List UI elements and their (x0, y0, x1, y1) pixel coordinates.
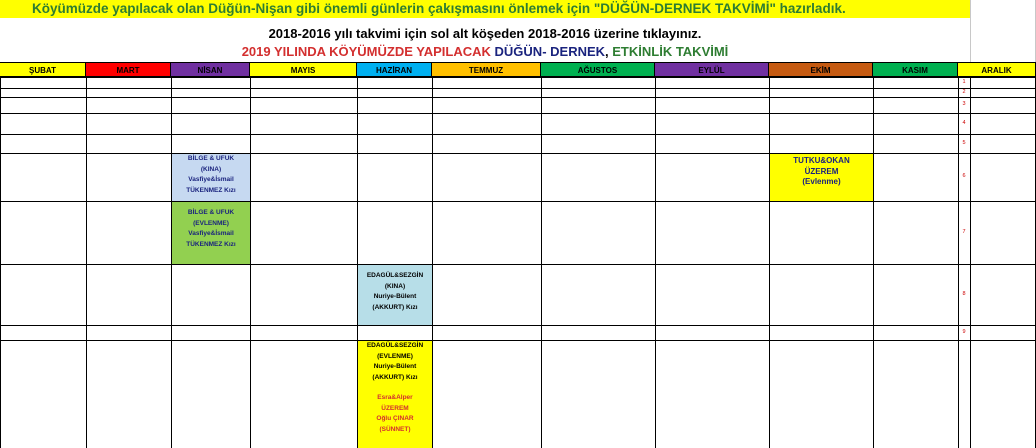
event-line: TÜKENMEZ Kızı (186, 186, 236, 194)
month-header-3[interactable]: NİSAN (171, 62, 250, 77)
event-line: EDAGÜL&SEZGİN (366, 272, 424, 279)
month-header-4[interactable]: MAYIS (250, 62, 357, 77)
row-number: 9 (962, 328, 966, 335)
row-number: 5 (962, 139, 966, 146)
month-header-11[interactable]: ARALIK (958, 62, 1036, 77)
month-header-9[interactable]: EKİM (769, 62, 873, 77)
row-number: 2 (962, 88, 966, 95)
event-nisan_kina[interactable] (172, 154, 250, 201)
subtitle-instruction: 2018-2016 yılı takvimi için sol alt köşeden 2018-2016 üzerine tıklayınız. (268, 26, 702, 41)
row-line (0, 134, 1036, 135)
column-line (970, 77, 971, 448)
title-part-4: ETKİNLİK TAKVİMİ (612, 44, 729, 59)
event-line: TÜKENMEZ Kızı (186, 240, 236, 248)
row-line (0, 153, 1036, 154)
event-line: BİLGE & UFUK (187, 155, 235, 162)
title-part-2: DÜĞÜN- DERNEK (494, 44, 606, 59)
column-line (250, 77, 251, 448)
row-number: 8 (962, 290, 966, 297)
row-line (0, 340, 1036, 341)
event-line: Esra&Alper (377, 394, 413, 401)
column-line (541, 77, 542, 448)
row-number: 4 (962, 119, 966, 126)
column-line (769, 77, 770, 448)
event-line: EDAGÜL&SEZGİN (366, 342, 424, 349)
month-header-7[interactable]: AĞUSTOS (541, 62, 655, 77)
row-line (0, 264, 1036, 265)
event-nisan_evlenme[interactable] (172, 202, 250, 264)
event-haziran_evlenme[interactable] (358, 341, 432, 448)
row-line (0, 325, 1036, 326)
row-line (0, 201, 1036, 202)
top-banner: Köyümüzde yapılacak olan Düğün-Nişan gibi önemli günlerin çakışmasını önlemek için "DÜĞÜN-DERNEK TAKVİMİ" hazırladık. (0, 0, 970, 18)
header-top-border (0, 62, 1036, 63)
event-line: (SÜNNET) (379, 425, 411, 433)
column-line (0, 77, 1, 448)
month-header-2[interactable]: MART (86, 62, 171, 77)
spacer (358, 383, 432, 393)
month-header-8[interactable]: EYLÜL (655, 62, 769, 77)
row-number: 3 (962, 101, 966, 107)
event-line: BİLGE & UFUK (187, 209, 235, 216)
event-line: Vasfiye&İsmail (188, 230, 234, 237)
event-ekim_evlenme[interactable] (770, 154, 873, 201)
row-line (0, 77, 1036, 78)
column-line (86, 77, 87, 448)
sheet-gridline (970, 0, 971, 62)
event-line: (KINA) (384, 282, 406, 290)
event-line: (EVLENME) (377, 352, 413, 360)
event-haziran_kina[interactable] (358, 265, 432, 325)
column-line (655, 77, 656, 448)
event-line: (AKKURT) Kızı (372, 373, 418, 381)
calendar-title (0, 44, 970, 59)
month-header-10[interactable]: KASIM (873, 62, 958, 77)
month-header-5[interactable]: HAZİRAN (357, 62, 432, 77)
month-header-6[interactable]: TEMMUZ (432, 62, 541, 77)
event-line: Nuriye-Bülent (373, 363, 417, 370)
row-line (0, 113, 1036, 114)
column-line (873, 77, 874, 448)
event-line: TUTKU&OKAN (793, 156, 850, 165)
event-line: ÜZEREM (381, 404, 409, 412)
event-line: (Evlenme) (802, 177, 841, 186)
title-part-1: 2019 YILINDA KÖYÜMÜZDE YAPILACAK (241, 44, 495, 59)
event-line: (EVLENME) (193, 219, 229, 227)
row-number: 6 (962, 173, 966, 179)
column-line (958, 77, 959, 448)
row-line (0, 88, 1036, 89)
event-line: Vasfiye&İsmail (188, 176, 234, 183)
event-line: ÜZEREM (804, 166, 839, 176)
event-line: (AKKURT) Kızı (372, 303, 418, 311)
row-number: 1 (962, 78, 966, 85)
row-number: 7 (962, 228, 966, 235)
event-line: Oğlu ÇINAR (376, 415, 414, 422)
title-part-3: , (605, 44, 613, 59)
event-line: Nuriye-Bülent (373, 293, 417, 300)
month-header-1[interactable]: ŞUBAT (0, 62, 86, 77)
event-line: (KINA) (200, 165, 222, 173)
row-line (0, 97, 1036, 98)
column-line (432, 77, 433, 448)
